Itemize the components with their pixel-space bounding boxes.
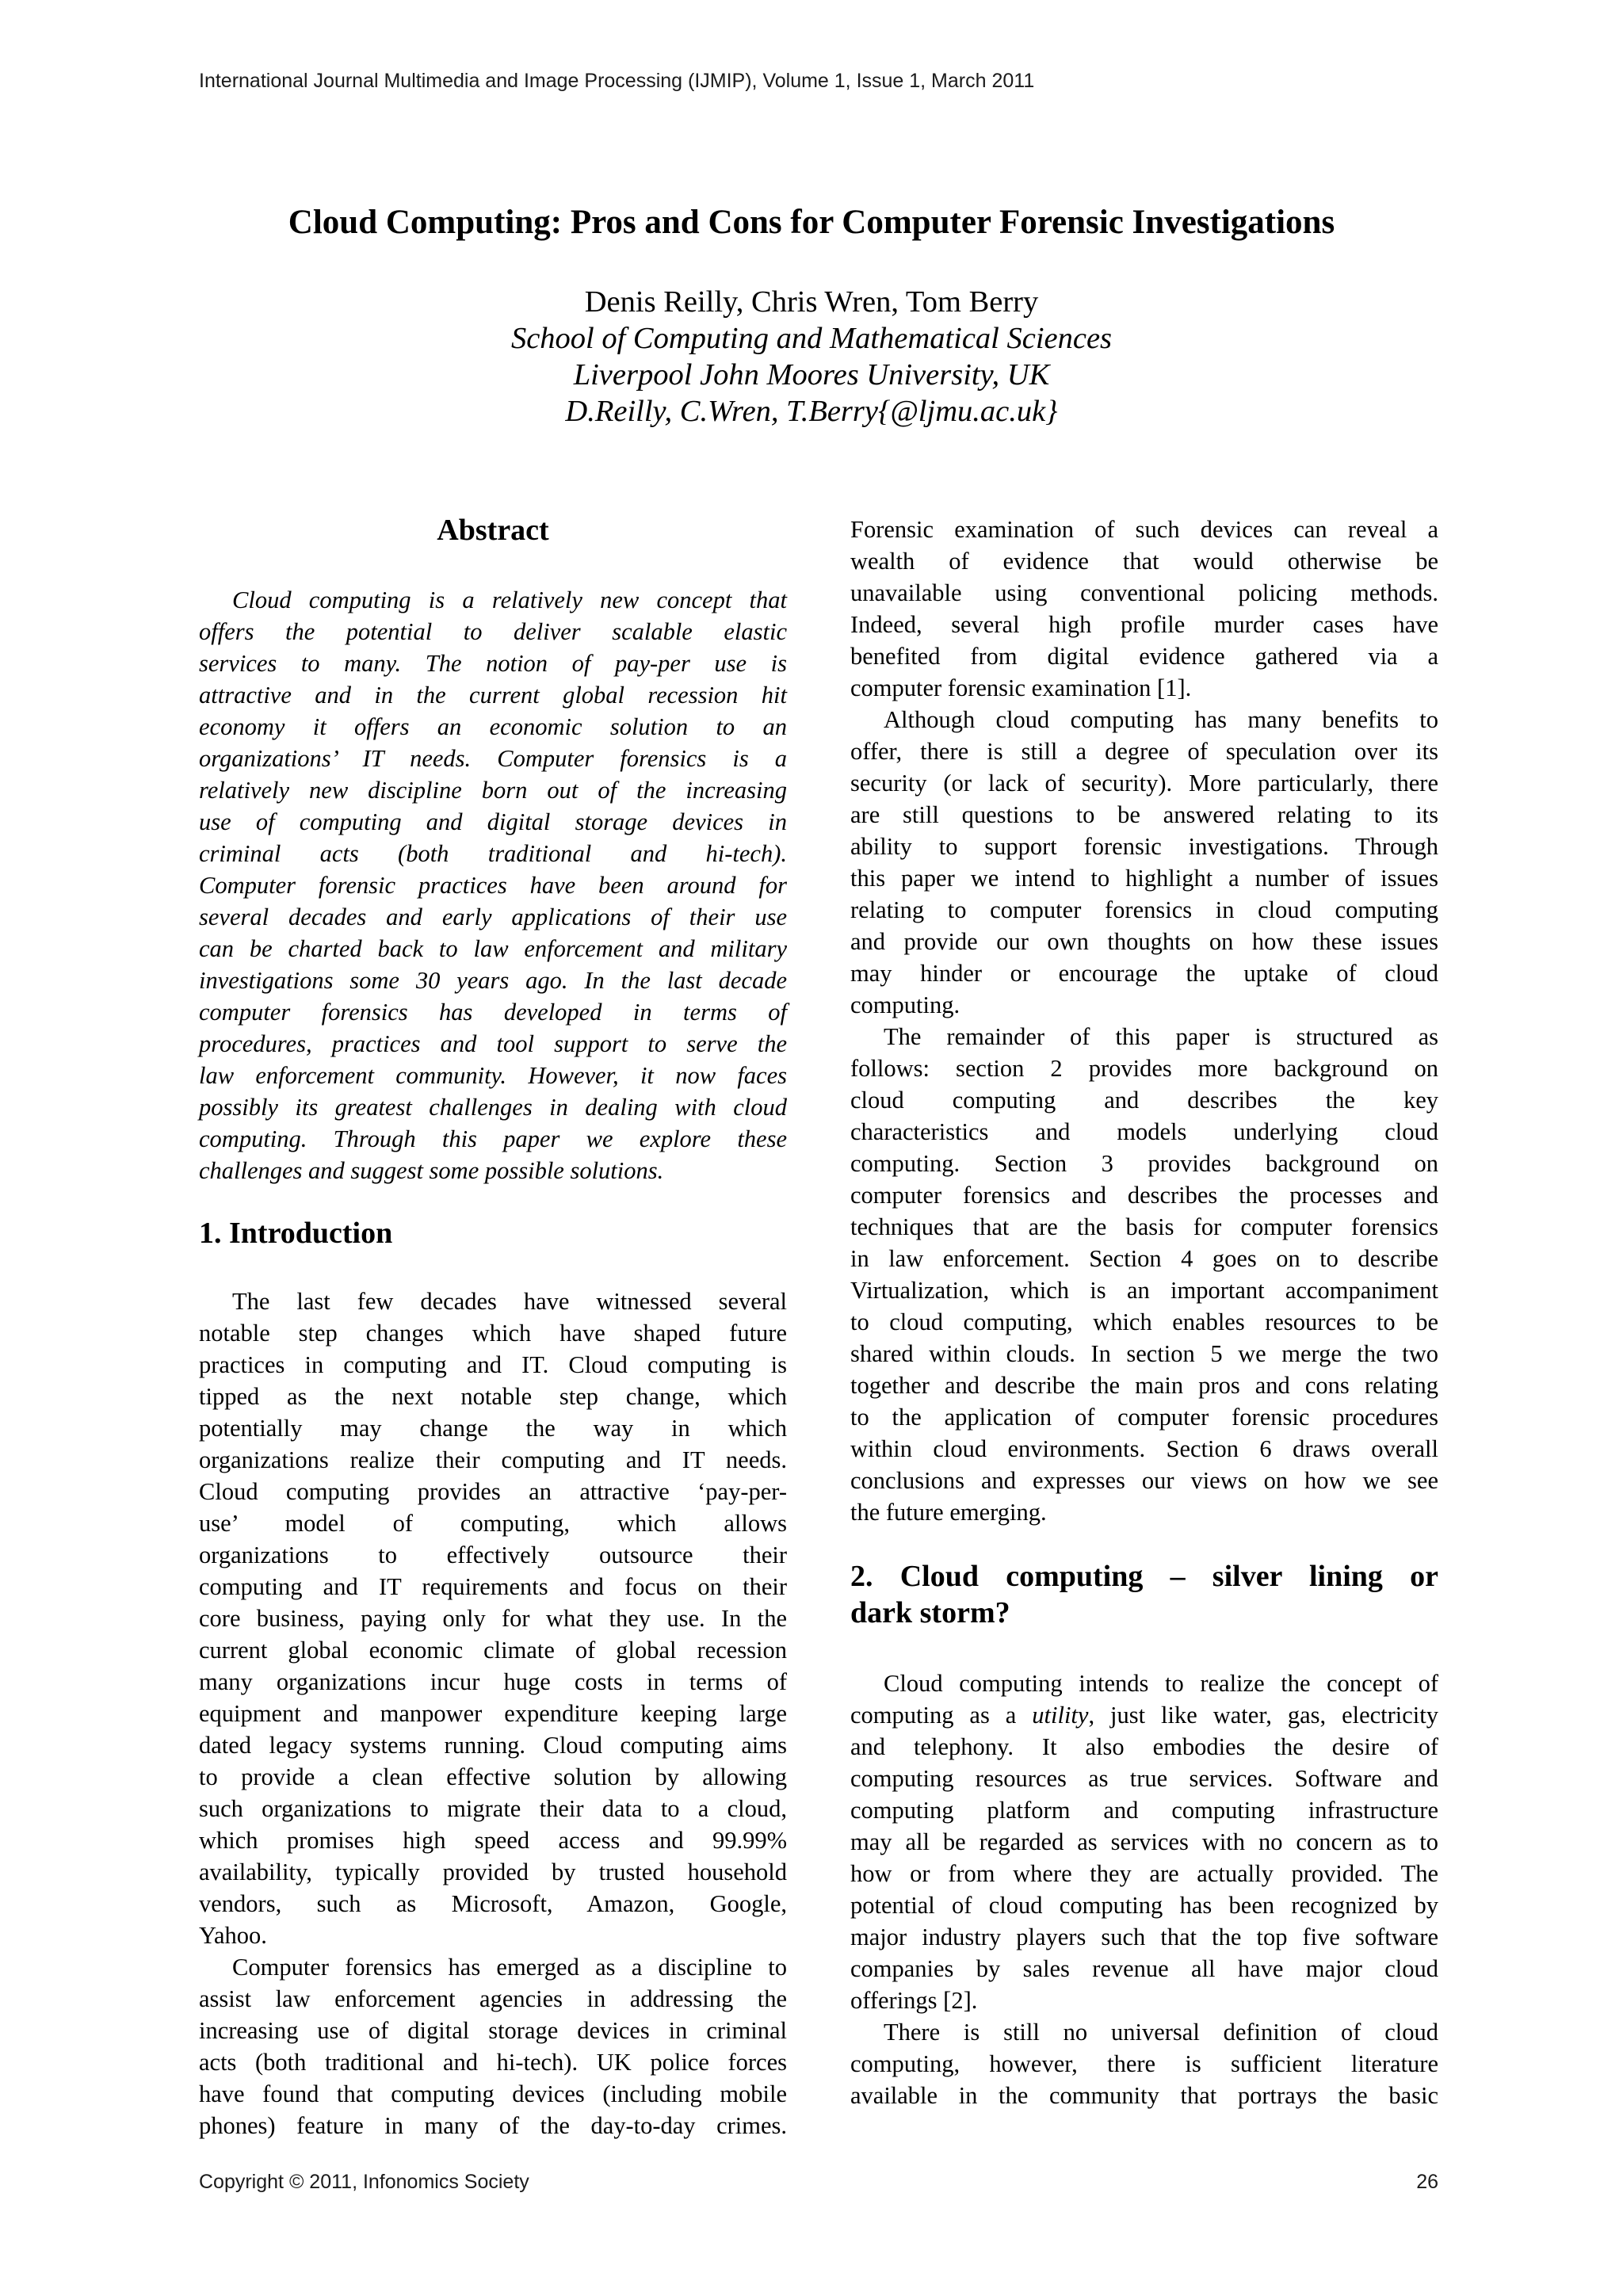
intro-line: Computer forensics has emerged as a discipline to bbox=[232, 1954, 787, 1981]
section2-line: offerings [2]. bbox=[850, 1987, 978, 2014]
section2-heading-line2: dark storm? bbox=[850, 1596, 1010, 1629]
author-block bbox=[257, 284, 1366, 430]
author-names: Denis Reilly, Chris Wren, Tom Berry bbox=[584, 285, 1039, 319]
section2-line: potential of cloud computing has been recognized by bbox=[850, 1892, 1438, 1919]
intro-line: have found that computing devices (including mobile bbox=[199, 2080, 787, 2107]
abstract-heading: Abstract bbox=[437, 514, 549, 547]
affiliation: School of Computing and Mathematical Sciences bbox=[510, 322, 1113, 355]
section2-line: how or from where they are actually provided. The bbox=[850, 1860, 1438, 1887]
abstract-line: services to many. The notion of pay-per use is bbox=[199, 650, 787, 677]
body-line: techniques that are the basis for computer forensics bbox=[850, 1213, 1438, 1240]
intro-line: organizations realize their computing and IT needs. bbox=[199, 1446, 787, 1473]
abstract-line: investigations some 30 years ago. In the last decade bbox=[199, 967, 787, 994]
intro-line: to provide a clean effective solution by allowing bbox=[199, 1763, 787, 1790]
university: Liverpool John Moores University, UK bbox=[573, 358, 1050, 392]
intro-line: assist law enforcement agencies in addressing the bbox=[199, 1985, 787, 2012]
abstract-line: challenges and suggest some possible solutions. bbox=[199, 1157, 664, 1184]
intro-line: current global economic climate of global recession bbox=[199, 1637, 787, 1664]
section2-heading bbox=[850, 1558, 1438, 1631]
abstract-line: relatively new discipline born out of the increasing bbox=[199, 777, 787, 804]
body-line: The remainder of this paper is structured as bbox=[884, 1023, 1438, 1050]
body-line: wealth of evidence that would otherwise be bbox=[850, 548, 1438, 575]
body-line: computing. bbox=[850, 991, 960, 1018]
section2-line: Cloud computing intends to realize the concept of bbox=[884, 1670, 1438, 1697]
section2-line: There is still no universal definition of cloud bbox=[884, 2019, 1438, 2046]
body-line: Indeed, several high profile murder cases have bbox=[850, 611, 1438, 638]
copyright-footer: Copyright © 2011, Infonomics Society bbox=[199, 2171, 529, 2193]
abstract-line: Computer forensic practices have been around for bbox=[199, 872, 787, 899]
abstract-line: several decades and early applications of their use bbox=[199, 904, 787, 930]
intro-line: practices in computing and IT. Cloud computing is bbox=[199, 1351, 787, 1378]
intro-line: core business, paying only for what they use. In the bbox=[199, 1605, 787, 1632]
body-line: to the application of computer forensic procedures bbox=[850, 1404, 1438, 1431]
section2-line: computing, however, there is sufficient literature bbox=[850, 2050, 1438, 2077]
text-run: , just like water, gas, electricity bbox=[1088, 1702, 1438, 1729]
body-line: cloud computing and describes the key bbox=[850, 1087, 1438, 1114]
intro-line: dated legacy systems running. Cloud computing aims bbox=[199, 1732, 787, 1759]
abstract-line: economy it offers an economic solution to an bbox=[199, 713, 787, 740]
abstract-line: attractive and in the current global recession hit bbox=[199, 682, 787, 709]
introduction-body bbox=[199, 1286, 787, 2141]
body-line: computer forensics and describes the processes and bbox=[850, 1182, 1438, 1209]
body-line: unavailable using conventional policing methods. bbox=[850, 579, 1438, 606]
body-line: in law enforcement. Section 4 goes on to describe bbox=[850, 1245, 1438, 1272]
section2-line: available in the community that portrays the basic bbox=[850, 2082, 1438, 2109]
intro-line: vendors, such as Microsoft, Amazon, Google, bbox=[199, 1890, 787, 1917]
section2-line bbox=[850, 1699, 1438, 1731]
page-number: 26 bbox=[1416, 2171, 1438, 2193]
intro-line: such organizations to migrate their data to a cloud, bbox=[199, 1795, 787, 1822]
abstract-line: Cloud computing is a relatively new concept that bbox=[232, 586, 787, 613]
intro-line: Yahoo. bbox=[199, 1922, 267, 1949]
abstract-line: computing. Through this paper we explore these bbox=[199, 1125, 787, 1152]
abstract-line: procedures, practices and tool support to serve the bbox=[199, 1030, 787, 1057]
body-line: to cloud computing, which enables resources to be bbox=[850, 1308, 1438, 1335]
body-line: relating to computer forensics in cloud computing bbox=[850, 896, 1438, 923]
body-line: together and describe the main pros and cons relating bbox=[850, 1372, 1438, 1399]
abstract-line: offers the potential to deliver scalable elastic bbox=[199, 618, 787, 645]
body-line: conclusions and expresses our views on how we see bbox=[850, 1467, 1438, 1494]
abstract-line: organizations’ IT needs. Computer forensics is a bbox=[199, 745, 787, 772]
body-line: this paper we intend to highlight a number of issues bbox=[850, 865, 1438, 892]
intro-line: which promises high speed access and 99.99% bbox=[199, 1827, 787, 1854]
body-line: shared within clouds. In section 5 we merge the two bbox=[850, 1340, 1438, 1367]
abstract-line: can be charted back to law enforcement and military bbox=[199, 935, 787, 962]
author-emails: D.Reilly, C.Wren, T.Berry{@ljmu.ac.uk} bbox=[565, 395, 1058, 428]
intro-line: potentially may change the way in which bbox=[199, 1415, 787, 1442]
body-line: offer, there is still a degree of speculation over its bbox=[850, 738, 1438, 765]
abstract-body bbox=[199, 584, 787, 1186]
introduction-heading: 1. Introduction bbox=[199, 1217, 393, 1250]
section2-line: and telephony. It also embodies the desire of bbox=[850, 1733, 1438, 1760]
intro-line: equipment and manpower expenditure keeping large bbox=[199, 1700, 787, 1727]
abstract-line: law enforcement community. However, it now faces bbox=[199, 1062, 787, 1089]
intro-line: organizations to effectively outsource their bbox=[199, 1541, 787, 1568]
intro-line: The last few decades have witnessed several bbox=[232, 1288, 787, 1315]
body-line: and provide our own thoughts on how these issues bbox=[850, 928, 1438, 955]
body-line: Forensic examination of such devices can reveal a bbox=[850, 516, 1438, 543]
section2-line: may all be regarded as services with no concern as to bbox=[850, 1828, 1438, 1855]
intro-line: use’ model of computing, which allows bbox=[199, 1510, 787, 1537]
body-line: the future emerging. bbox=[850, 1499, 1047, 1526]
text-run: computing as a bbox=[850, 1702, 1033, 1729]
body-line: Virtualization, which is an important accompaniment bbox=[850, 1277, 1438, 1304]
body-line: within cloud environments. Section 6 draws overall bbox=[850, 1435, 1438, 1462]
section2-line: major industry players such that the top five software bbox=[850, 1924, 1438, 1950]
intro-line: tipped as the next notable step change, which bbox=[199, 1383, 787, 1410]
section2-line: computing resources as true services. Software and bbox=[850, 1765, 1438, 1792]
section2-body bbox=[850, 1668, 1438, 2111]
body-line: ability to support forensic investigations. Through bbox=[850, 833, 1438, 860]
intro-line: availability, typically provided by trusted household bbox=[199, 1859, 787, 1885]
intro-line: Cloud computing provides an attractive ‘pay-per- bbox=[199, 1478, 787, 1505]
paper-title: Cloud Computing: Pros and Cons for Computer Forensic Investigations bbox=[288, 204, 1335, 241]
section2-heading-line1: 2. Cloud computing – silver lining or bbox=[850, 1560, 1438, 1593]
intro-line: computing and IT requirements and focus on their bbox=[199, 1573, 787, 1600]
body-line: characteristics and models underlying cloud bbox=[850, 1118, 1438, 1145]
body-line: security (or lack of security). More particularly, there bbox=[850, 770, 1438, 797]
intro-line: many organizations incur huge costs in terms of bbox=[199, 1668, 787, 1695]
abstract-line: use of computing and digital storage devices in bbox=[199, 808, 787, 835]
body-line: computing. Section 3 provides background on bbox=[850, 1150, 1438, 1177]
right-column-body bbox=[850, 514, 1438, 1528]
section2-line: computing platform and computing infrastructure bbox=[850, 1797, 1438, 1824]
intro-line: notable step changes which have shaped future bbox=[199, 1320, 787, 1347]
intro-line: phones) feature in many of the day-to-day crimes. bbox=[199, 2112, 787, 2139]
abstract-line: computer forensics has developed in terms of bbox=[199, 999, 787, 1026]
intro-line: increasing use of digital storage devices in criminal bbox=[199, 2017, 787, 2044]
body-line: benefited from digital evidence gathered via a bbox=[850, 643, 1438, 670]
emphasis-utility: utility bbox=[1032, 1702, 1089, 1729]
abstract-line: criminal acts (both traditional and hi-tech). bbox=[199, 840, 787, 867]
body-line: follows: section 2 provides more background on bbox=[850, 1055, 1438, 1082]
body-line: may hinder or encourage the uptake of cloud bbox=[850, 960, 1438, 987]
body-line: computer forensic examination [1]. bbox=[850, 674, 1192, 701]
section2-line: companies by sales revenue all have major cloud bbox=[850, 1955, 1438, 1982]
journal-header: International Journal Multimedia and Image Processing (IJMIP), Volume 1, Issue 1, March 2011 bbox=[199, 70, 1035, 92]
abstract-line: possibly its greatest challenges in dealing with cloud bbox=[199, 1094, 787, 1121]
body-line: are still questions to be answered relating to its bbox=[850, 801, 1438, 828]
intro-line: acts (both traditional and hi-tech). UK police forces bbox=[199, 2049, 787, 2076]
body-line: Although cloud computing has many benefits to bbox=[884, 706, 1438, 733]
